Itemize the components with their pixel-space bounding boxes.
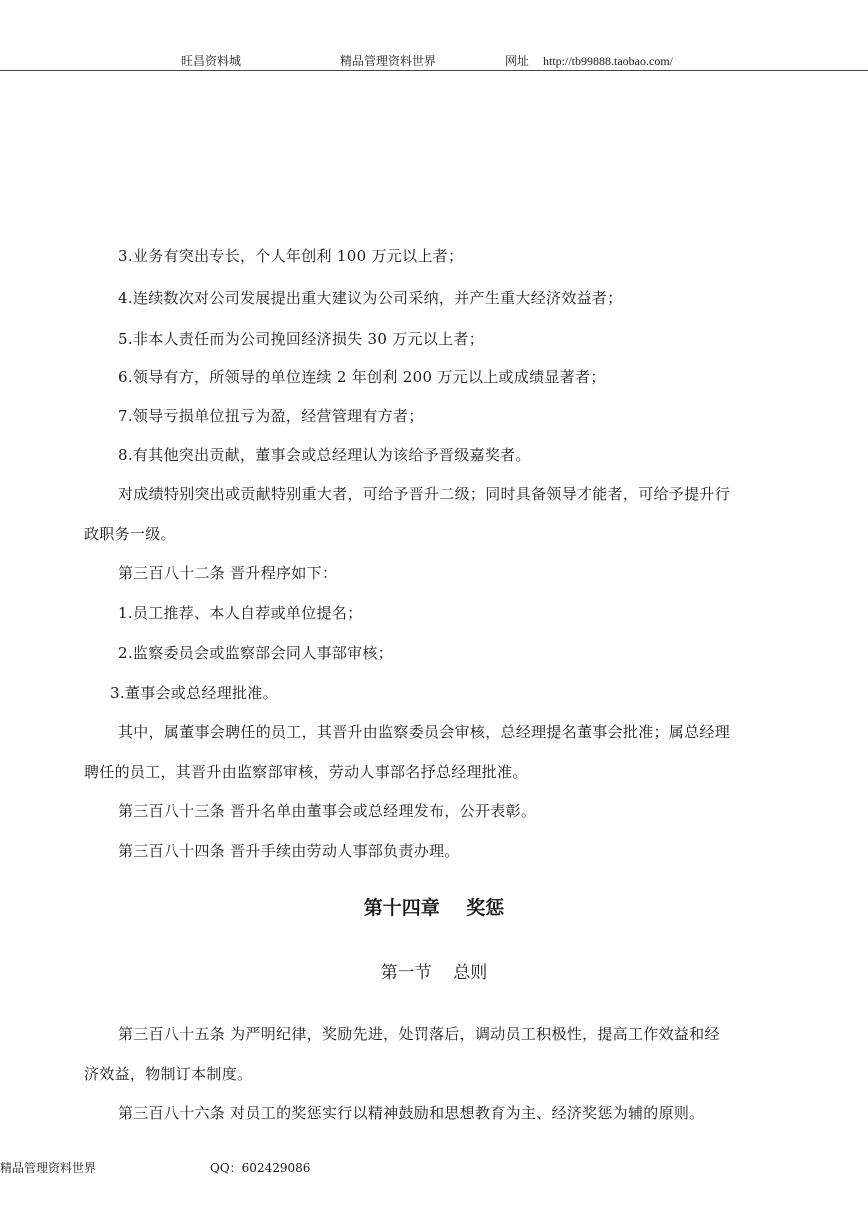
header-site-name: 旺昌资料城 (181, 54, 242, 68)
article-382: 第三百八十二条 晋升程序如下： (118, 564, 338, 582)
paragraph-approval-cont: 聘任的员工，其晋升由监察部审核，劳动人事部名抒总经理批准。 (84, 763, 528, 781)
paragraph-item-7: 7.领导亏损单位扭亏为盈，经营管理有方者； (118, 407, 424, 425)
article-383: 第三百八十三条 晋升名单由董事会或总经理发布，公开表彰。 (118, 802, 537, 820)
paragraph-promotion-rule-cont: 政职务一级。 (84, 525, 176, 543)
header-url-label: 网址 (505, 54, 530, 68)
footer-brand: 精品管理资料世界 (0, 1161, 97, 1175)
chapter-heading: 第十四章 奖惩 (363, 897, 505, 919)
article-385: 第三百八十五条 为严明纪律，奖励先进，处罚落后，调动员工积极性，提高工作效益和经 (118, 1025, 720, 1043)
paragraph-item-6: 6.领导有方，所领导的单位连续 2 年创利 200 万元以上或成绩显著者； (118, 368, 606, 386)
procedure-step-1: 1.员工推荐、本人自荐或单位提名； (118, 604, 363, 622)
procedure-step-2: 2.监察委员会或监察部会同人事部审核； (118, 644, 394, 662)
paragraph-item-5: 5.非本人责任而为公司挽回经济损失 30 万元以上者； (118, 330, 485, 348)
article-386: 第三百八十六条 对员工的奖惩实行以精神鼓励和思想教育为主、经济奖惩为辅的原则。 (118, 1104, 705, 1122)
article-384: 第三百八十四条 晋升手续由劳动人事部负责办理。 (118, 842, 460, 860)
article-385-cont: 济效益，物制订本制度。 (84, 1065, 253, 1083)
section-heading: 第一节 总则 (380, 963, 488, 983)
paragraph-item-8: 8.有其他突出贡献，董事会或总经理认为该给予晋级嘉奖者。 (118, 446, 531, 464)
paragraph-approval: 其中，属董事会聘任的员工，其晋升由监察委员会审核，总经理提名董事会批准；属总经理 (118, 723, 731, 741)
header-brand: 精品管理资料世界 (340, 54, 437, 68)
page-header (0, 0, 868, 71)
paragraph-item-3: 3.业务有突出专长，个人年创利 100 万元以上者； (118, 247, 464, 265)
paragraph-item-4: 4.连续数次对公司发展提出重大建议为公司采纳，并产生重大经济效益者； (118, 289, 623, 307)
header-url-link[interactable]: http://tb99888.taobao.com/ (543, 54, 673, 68)
procedure-step-3: 3.董事会或总经理批准。 (110, 684, 278, 702)
footer-qq: QQ：602429086 (210, 1161, 311, 1175)
paragraph-promotion-rule: 对成绩特别突出或贡献特别重大者，可给予晋升二级；同时具备领导才能者，可给予提升行 (118, 485, 731, 503)
